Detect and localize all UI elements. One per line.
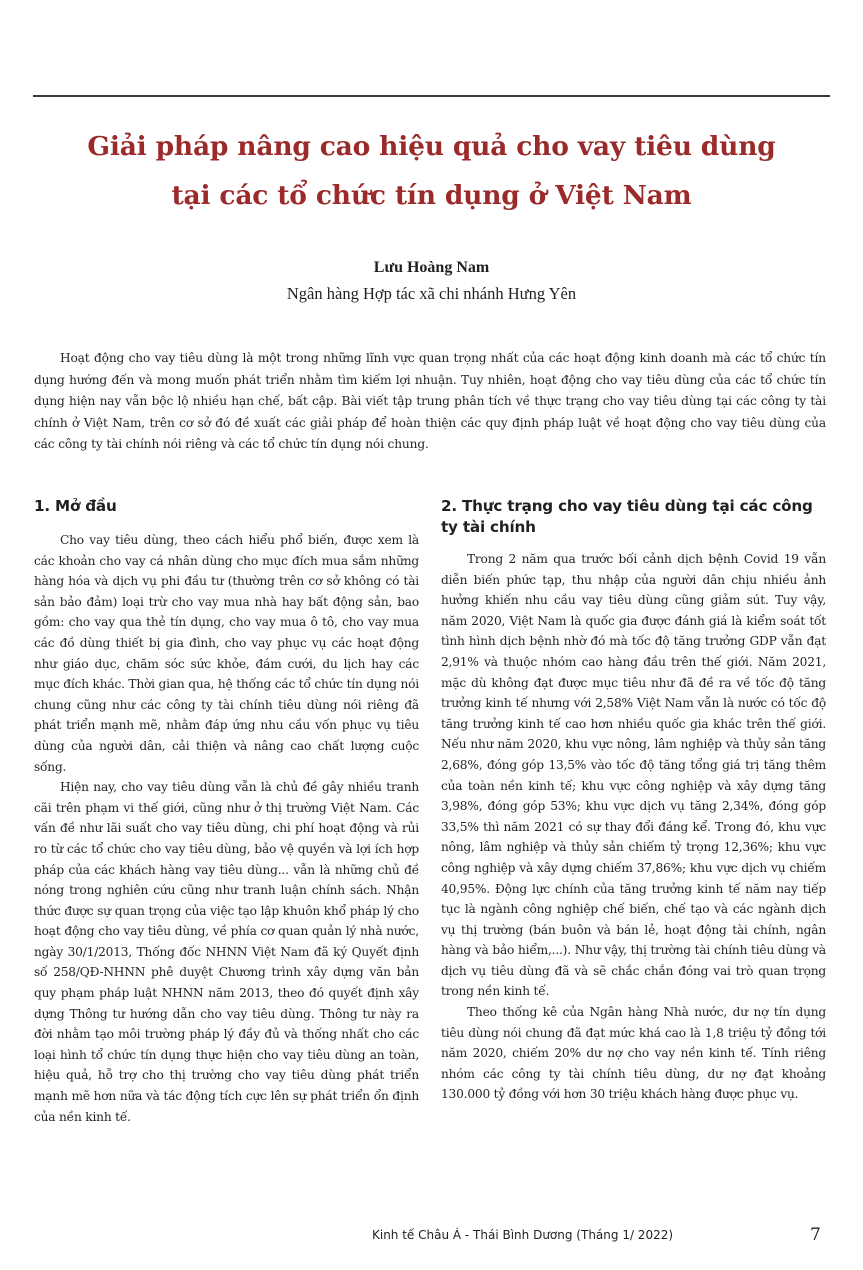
section-2-paragraph: Trong 2 năm qua trước bối cảnh dịch bệnh Covid 19 vẫn diễn biến phức tạp, thu nhập của người dân chịu nhiều ảnh hưởng khiến nhu cầu vay tiêu dùng cũng giảm sút. Tuy vậy, năm 2020, Việt Nam là quốc gia được đánh giá là kiểm soát tốt tình hình dịch bệnh nhờ đó mà tốc độ tăng trưởng GDP vẫn đạt 2,91% và thuộc nhóm cao hàng đầu trên thế giới. Năm 2021, mặc dù không đạt được mục tiêu như đã đề ra về tốc độ tăng trưởng kinh tế nhưng với 2,58% Việt Nam vẫn là nước có tốc độ tăng trưởng kinh tế cao hơn nhiều quốc gia khác trên thế giới. Nếu như năm 2020, khu vực nông, lâm nghiệp và thủy sản tăng 2,68%, đóng góp 13,5% vào tốc độ tăng tổng giá trị tăng thêm của toàn nền kinh tế; khu vực công nghiệp và xây dựng tăng 3,98%, đóng góp 53%; khu vực dịch vụ tăng 2,34%, đóng góp 33,5% thì năm 2021 có sự thay đổi đáng kể. Trong đó, khu vực nông, lâm nghiệp và thủy sản chiếm tỷ trọng 12,36%; khu vực công nghiệp và xây dựng chiếm 37,86%; khu vực dịch vụ chiếm 40,95%. Động lực chính của tăng trưởng kinh tế năm nay tiếp tục là ngành công nghiệp chế biến, chế tạo và các ngành dịch vụ thị trường (bán buôn và bán lẻ, hoạt động tài chính, ngân hàng và bảo hiểm,...). Như vậy, thị trường tài chính tiêu dùng và dịch vụ tiêu dùng đã và sẽ chắc chắn đóng vai trò quan trọng trong nền kinh tế.: [441, 552, 826, 999]
page-number: 7: [810, 1225, 821, 1245]
title-line-1: Giải pháp nâng cao hiệu quả cho vay tiêu dùng: [87, 131, 776, 162]
section-1-paragraph: Hiện nay, cho vay tiêu dùng vẫn là chủ đề gây nhiều tranh cãi trên phạm vi thế giới, cũng như ở thị trường Việt Nam. Các vấn đề như lãi suất cho vay tiêu dùng, chi phí hoạt động và rủi ro từ các tổ chức cho vay tiêu dùng, bảo vệ quyền và lợi ích hợp pháp của các khách hàng vay tiêu dùng... vẫn là những chủ đề nóng trong nghiên cứu cũng như tranh luận chính sách. Nhận thức được sự quan trọng của việc tạo lập khuôn khổ pháp lý cho hoạt động cho vay tiêu dùng, về phía cơ quan quản lý nhà nước, ngày 30/1/2013, Thống đốc NHNN Việt Nam đã ký Quyết định số 258/QĐ-NHNN phê duyệt Chương trình xây dựng văn bản quy phạm pháp luật NHNN năm 2013, theo đó quyết định xây dựng Thông tư hướng dẫn cho vay tiêu dùng. Thông tư này ra đời nhằm tạo môi trường pháp lý đầy đủ và thống nhất cho các loại hình tổ chức tín dụng thực hiện cho vay tiêu dùng an toàn, hiệu quả, hỗ trợ cho thị trường cho vay tiêu dùng phát triển mạnh mẽ hơn nữa và tác động tích cực lên sự phát triển ổn định của nền kinh tế.: [34, 780, 419, 1124]
author-name: Lưu Hoàng Nam: [373, 259, 490, 276]
section-1-body: [34, 530, 419, 1127]
section-2-paragraph: Theo thống kê của Ngân hàng Nhà nước, dư nợ tín dụng tiêu dùng nói chung đã đạt mức khá cao là 1,8 triệu tỷ đồng tới năm 2020, chiếm 20% dư nợ cho vay nền kinh tế. Tính riêng nhóm các công ty tài chính tiêu dùng, dư nợ đạt khoảng 130.000 tỷ đồng với hơn 30 triệu khách hàng được phục vụ.: [441, 1005, 826, 1102]
journal-footer: Kinh tế Châu Á - Thái Bình Dương (Tháng 1/ 2022): [372, 1228, 674, 1242]
article-title: [40, 122, 823, 220]
section-2-body: [441, 549, 826, 1105]
abstract: Hoạt động cho vay tiêu dùng là một trong những lĩnh vực quan trọng nhất của các hoạt động kinh doanh mà các tổ chức tín dụng hướng đến và mong muốn phát triển nhằm tìm kiếm lợi nhuận. Tuy nhiên, hoạt động cho vay tiêu dùng của các tổ chức tín dụng hiện nay vẫn bộc lộ nhiều hạn chế, bất cập. Bài viết tập trung phân tích về thực trạng cho vay tiêu dùng tại các công ty tài chính ở Việt Nam, trên cơ sở đó đề xuất các giải pháp để hoàn thiện các quy định pháp luật về hoạt động cho vay tiêu dùng của các công ty tài chính nói riêng và các tổ chức tín dụng nói chung.: [34, 351, 826, 451]
section-1-paragraph: Cho vay tiêu dùng, theo cách hiểu phổ biến, được xem là các khoản cho vay cá nhân dùng cho mục đích mua sắm những hàng hóa và dịch vụ phi đầu tư (thường trên cơ sở không có tài sản bảo đảm) loại trừ cho vay mua nhà hay bất động sản, bao gồm: cho vay qua thẻ tín dụng, cho vay mua ô tô, cho vay mua các đồ dùng thiết bị gia đình, cho vay phục vụ các hoạt động như giáo dục, chăm sóc sức khỏe, đám cưới, du lịch hay các mục đích khác. Thời gian qua, hệ thống các tổ chức tín dụng nói chung cũng như các công ty tài chính tiêu dùng nói riêng đã phát triển mạnh mẽ, nhằm đáp ứng nhu cầu vốn phục vụ tiêu dùng của người dân, cải thiện và nâng cao chất lượng cuộc sống.: [34, 533, 419, 774]
section-2-heading: 2. Thực trạng cho vay tiêu dùng tại các công ty tài chính: [441, 497, 813, 536]
author-affiliation: Ngân hàng Hợp tác xã chi nhánh Hưng Yên: [286, 284, 577, 303]
title-line-2: tại các tổ chức tín dụng ở Việt Nam: [171, 180, 692, 211]
top-rule: [33, 95, 830, 97]
section-1-heading: 1. Mở đầu: [34, 497, 117, 515]
